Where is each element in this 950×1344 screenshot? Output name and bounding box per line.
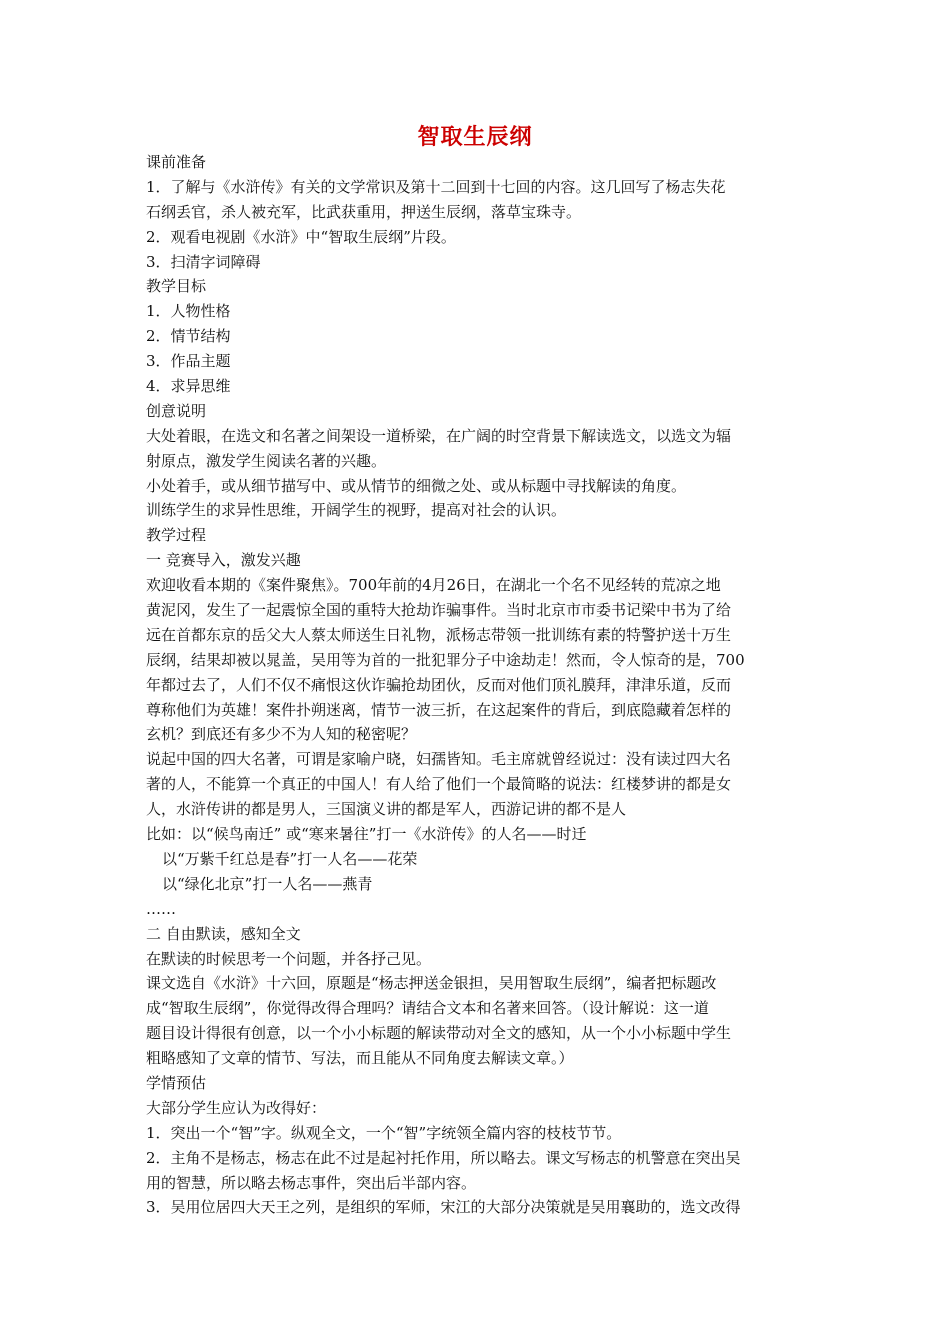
text-line: 2．情节结构 [146,327,231,346]
text-line: 欢迎收看本期的《案件聚焦》。700年前的4月26日，在湖北一个名不见经转的荒凉之地 [146,576,721,595]
text-line: 黄泥冈，发生了一起震惊全国的重特大抢劫诈骗事件。当时北京市市委书记梁中书为了给 [146,601,732,620]
text-line: 小处着手，或从细节描写中、或从情节的细微之处、或从标题中寻找解读的角度。 [146,476,687,495]
text-line: 在默读的时候思考一个问题，并各抒己见。 [146,949,432,968]
text-line: 以“绿化北京”打一人名——燕青 [162,874,373,893]
text-line: 人，水浒传讲的都是男人，三国演义讲的都是军人，西游记讲的都不是人 [146,800,627,819]
text-line: 1．了解与《水浒传》有关的文学常识及第十二回到十七回的内容。这几回写了杨志失花 [146,177,726,196]
text-line: 远在首都东京的岳父大人蔡太师送生日礼物，派杨志带领一批训练有素的特警护送十万生 [146,625,732,644]
text-line: 石纲丢官，杀人被充军，比武获重用，押送生辰纲，落草宝珠寺。 [146,202,582,221]
text-line: 2．观看电视剧《水浒》中“智取生辰纲”片段。 [146,227,456,246]
text-line: 用的智慧，所以略去杨志事件，突出后半部内容。 [146,1173,477,1192]
text-line: 成“智取生辰纲”，你觉得改得合理吗？请结合文本和名著来回答。（设计解说：这一道 [146,999,709,1018]
text-line: 二 自由默读，感知全文 [146,924,301,943]
text-line: 比如：以“候鸟南迁” 或“寒来暑往”打一《水浒传》的人名——时迁 [146,825,587,844]
text-line: 4．求异思维 [146,377,231,396]
text-line: 玄机？到底还有多少不为人知的秘密呢？ [146,725,417,744]
text-line: 训练学生的求异性思维，开阔学生的视野，提高对社会的认识。 [146,501,567,520]
text-line: 年都过去了，人们不仅不痛恨这伙诈骗抢劫团伙，反而对他们顶礼膜拜，津津乐道，反而 [146,675,732,694]
text-line: 2．主角不是杨志，杨志在此不过是起衬托作用，所以略去。课文写杨志的机警意在突出吴 [146,1148,741,1167]
text-line: 以“万紫千红总是春”打一人名——花荣 [162,849,418,868]
text-line: 学情预估 [146,1073,207,1092]
text-line: 课文选自《水浒》十六回，原题是“杨志押送金银担，吴用智取生辰纲”，编者把标题改 [146,974,717,993]
text-line: 说起中国的四大名著，可谓是家喻户晓，妇孺皆知。毛主席就曾经说过：没有读过四大名 [146,750,732,769]
text-line: 一 竞赛导入，激发兴趣 [146,551,301,570]
text-line: 3．作品主题 [146,352,231,371]
text-line: 大部分学生应认为改得好： [146,1098,327,1117]
text-line: 课前准备 [146,153,207,171]
document-body [146,150,816,1220]
text-line: 3．吴用位居四大天王之列，是组织的军师，宋江的大部分决策就是吴用襄助的，选文改得 [146,1198,741,1217]
text-line: 辰纲，结果却被以晁盖，吴用等为首的一批犯罪分子中途劫走！然而，令人惊奇的是，700 [146,650,745,669]
text-line: 粗略感知了文章的情节、写法，而且能从不同角度去解读文章。） [146,1049,574,1068]
text-line: 1．人物性格 [146,302,231,321]
text-line: 尊称他们为英雄！案件扑朔迷离，情节一波三折，在这起案件的背后，到底隐藏着怎样的 [146,700,732,719]
text-line: 题目设计得很有创意，以一个小小标题的解读带动对全文的感知，从一个小小标题中学生 [146,1024,732,1043]
text-line: 著的人，不能算一个真正的中国人！有人给了他们一个最简略的说法：红楼梦讲的都是女 [146,775,732,794]
text-line: 大处着眼，在选文和名著之间架设一道桥梁，在广阔的时空背景下解读选文，以选文为辐 [146,426,732,445]
text-line: …… [146,899,176,918]
text-line: 教学目标 [146,277,207,296]
text-line: 教学过程 [146,526,207,545]
text-line: 3．扫清字词障碍 [146,252,261,271]
document-title: 智取生辰纲 [417,125,533,150]
text-line: 创意说明 [146,401,207,420]
text-line: 1．突出一个“智”字。纵观全文，一个“智”字统领全篇内容的枝枝节节。 [146,1123,622,1142]
text-line: 射原点，激发学生阅读名著的兴趣。 [146,451,387,470]
